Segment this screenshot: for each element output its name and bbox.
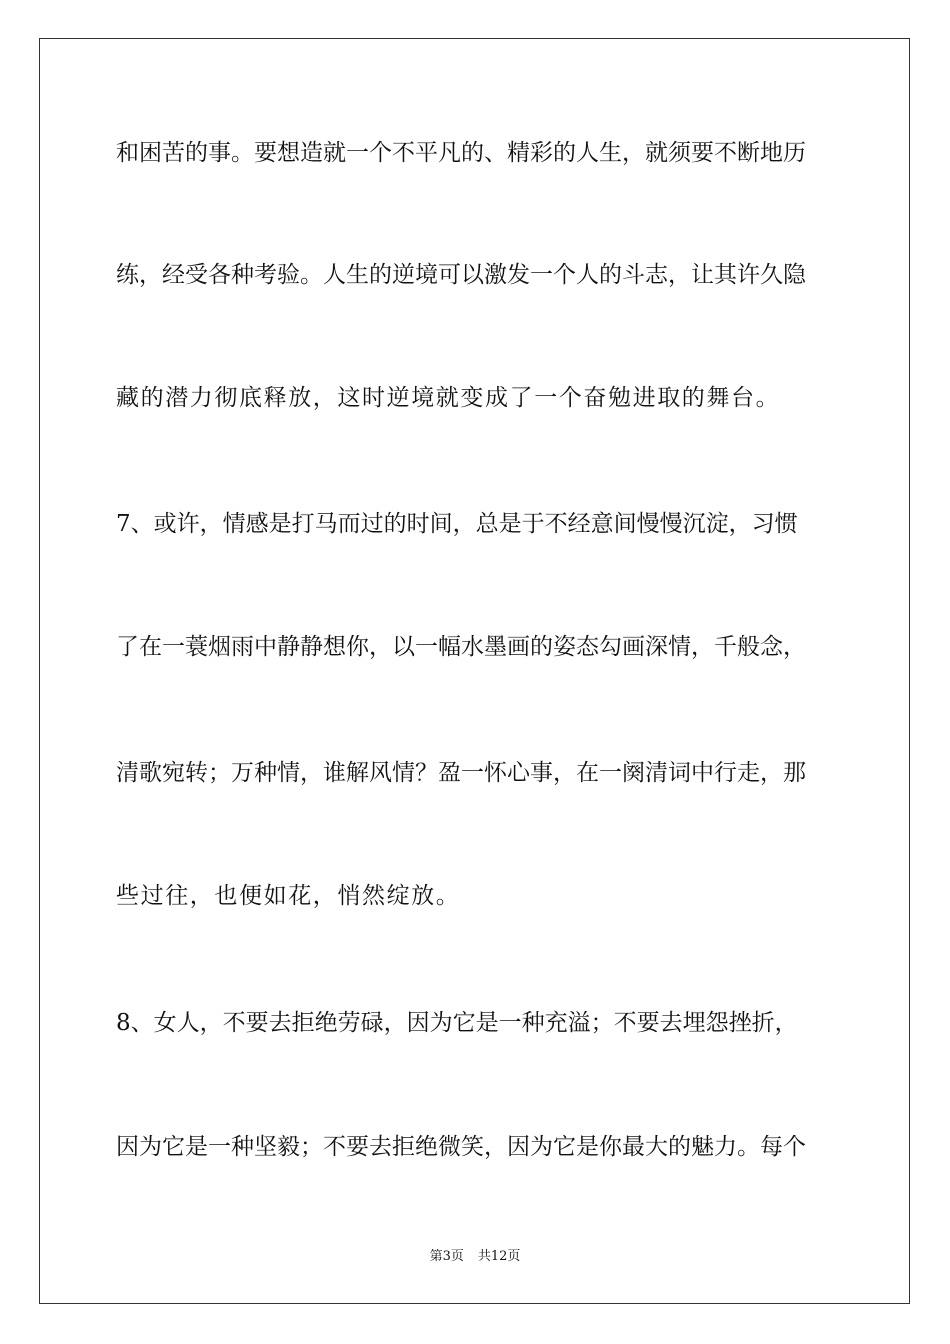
page-number: 第3页 [429,1249,464,1264]
page-footer [0,1248,950,1266]
text-line: 藏的潜力彻底释放，这时逆境就变成了一个奋勉进取的舞台。 [116,385,781,411]
text-line: 了在一蓑烟雨中静静想你，以一幅水墨画的姿态勾画深情，千般念， [116,634,806,660]
page-total: 共12页 [477,1249,521,1264]
text-line: 8、女人，不要去拒绝劳碌，因为它是一种充溢；不要去埋怨挫折， [116,1010,798,1036]
page-border [39,38,910,1304]
text-line: 和困苦的事。要想造就一个不平凡的、精彩的人生，就须要不断地历 [116,140,806,166]
text-line: 因为它是一种坚毅；不要去拒绝微笑，因为它是你最大的魅力。每个 [116,1134,806,1160]
text-line: 清歌宛转；万种情，谁解风情？盈一怀心事，在一阕清词中行走，那 [116,760,806,786]
text-line: 7、或许，情感是打马而过的时间，总是于不经意间慢慢沉淀，习惯 [116,511,798,537]
text-line: 些过往，也便如花，悄然绽放。 [116,883,461,909]
text-line: 练，经受各种考验。人生的逆境可以激发一个人的斗志，让其许久隐 [116,262,806,288]
